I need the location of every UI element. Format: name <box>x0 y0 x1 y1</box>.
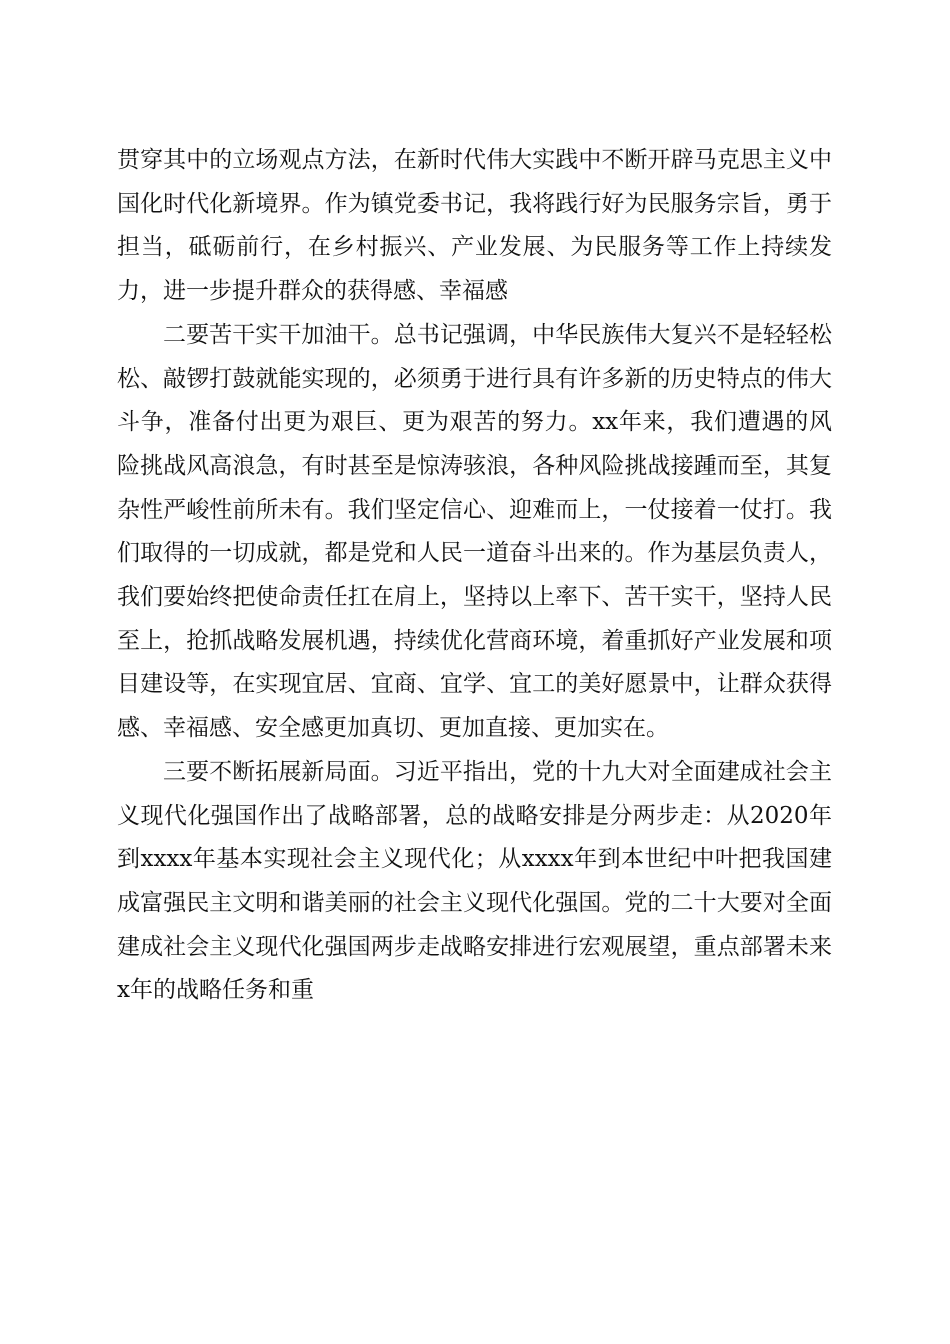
document-body <box>117 139 832 1013</box>
paragraph-third-point: 三要不断拓展新局面。习近平指出，党的十九大对全面建成社会主义现代化强国作出了战略部署，总的战略安排是分两步走：从2020年到xxxx年基本实现社会主义现代化；从xxxx年到本世纪中叶把我国建成富强民主文明和谐美丽的社会主义现代化强国。党的二十大要对全面建成社会主义现代化强国两步走战略安排进行宏观展望，重点部署未来x年的战略任务和重 <box>117 758 832 1004</box>
paragraph-second-point: 二要苦干实干加油干。总书记强调，中华民族伟大复兴不是轻轻松松、敲锣打鼓就能实现的，必须勇于进行具有许多新的历史特点的伟大斗争，准备付出更为艰巨、更为艰苦的努力。xx年来，我们遭遇的风险挑战风高浪急，有时甚至是惊涛骇浪，各种风险挑战接踵而至，其复杂性严峻性前所未有。我们坚定信心、迎难而上，一仗接着一仗打。我们取得的一切成就，都是党和人民一道奋斗出来的。作为基层负责人，我们要始终把使命责任扛在肩上，坚持以上率下、苦干实干，坚持人民至上，抢抓战略发展机遇，持续优化营商环境，着重抓好产业发展和项目建设等，在实现宜居、宜商、宜学、宜工的美好愿景中，让群众获得感、幸福感、安全感更加真切、更加直接、更加实在。 <box>117 321 832 742</box>
paragraph-continuation: 贯穿其中的立场观点方法，在新时代伟大实践中不断开辟马克思主义中国化时代化新境界。作为镇党委书记，我将践行好为民服务宗旨，勇于担当，砥砺前行，在乡村振兴、产业发展、为民服务等工作上持续发力，进一步提升群众的获得感、幸福感 <box>117 147 832 305</box>
